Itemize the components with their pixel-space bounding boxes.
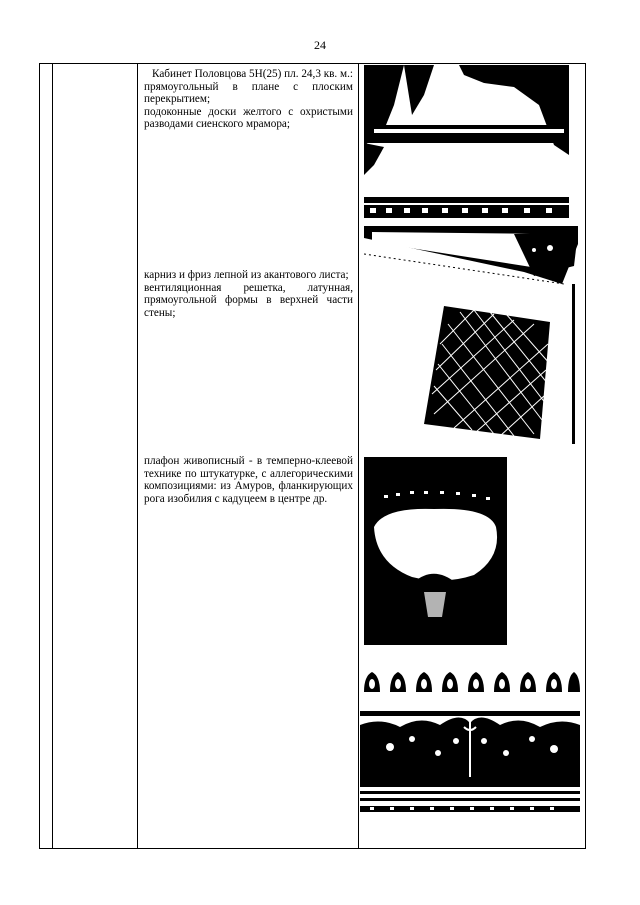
photo-ceiling-painting — [364, 457, 507, 645]
photo-cornice-grille — [364, 224, 578, 446]
vent-grille-text: вентиляционная решетка, латунная, прямоугольной формы в верхней части стены; — [144, 281, 353, 319]
column-divider-1 — [52, 64, 53, 848]
photo-windowsill — [364, 65, 569, 218]
cornice-text: карниз и фриз лепной из акантового листа; — [144, 269, 349, 281]
section-ceiling-description — [144, 455, 353, 505]
column-divider-3 — [358, 64, 359, 848]
page-number: 24 — [314, 38, 326, 52]
description-table — [39, 63, 586, 849]
section-room-description — [144, 68, 353, 131]
section-cornice-description — [144, 269, 353, 319]
photo-frieze-caduceus — [360, 705, 580, 815]
photo-frieze-strip — [360, 662, 580, 694]
windowsill-text: подоконные доски желтого с охристыми разводами сиенского мрамора; — [144, 105, 353, 131]
column-divider-2 — [137, 64, 138, 848]
ceiling-painting-text: плафон живописный - в темперно-клеевой технике по штукатурке, с аллегорическими композициями: из Амуров, фланкирующих рога изобилия с кадуцеем в центре др. — [144, 455, 353, 505]
room-title-text: Кабинет Половцова 5Н(25) пл. 24,3 кв. м.: прямоугольный в плане с плоским перекрытием; — [144, 68, 354, 106]
